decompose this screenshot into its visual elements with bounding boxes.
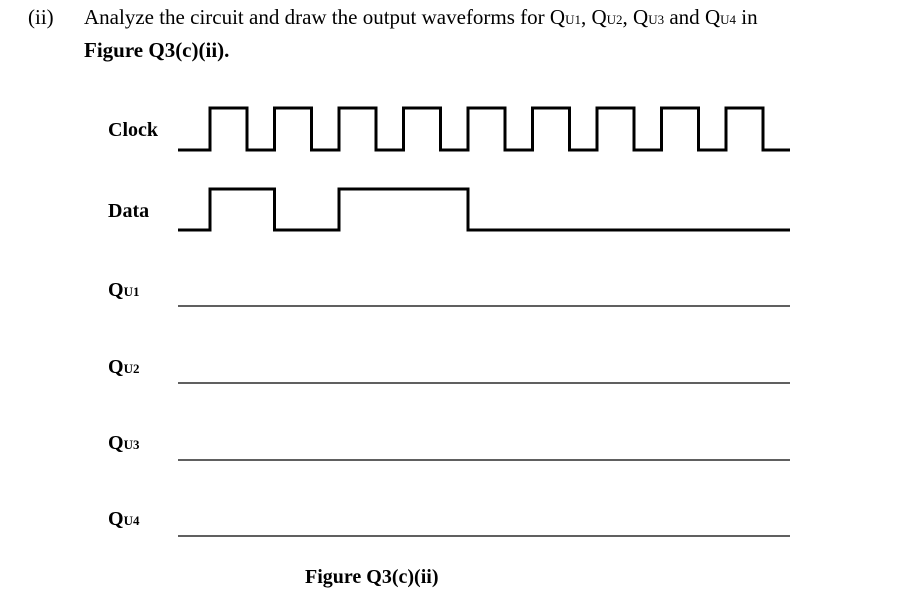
output-1-sub: U1 (565, 12, 581, 27)
qu1-label-sub: U1 (123, 284, 140, 299)
figure-caption: Figure Q3(c)(ii) (305, 566, 439, 588)
output-2-sub: U2 (606, 12, 623, 27)
qu1-label-base: Q (108, 279, 124, 301)
output-3-base: Q (633, 5, 649, 29)
question-number: (ii) (28, 5, 54, 29)
output-4-base: Q (704, 5, 721, 29)
clock-waveform (178, 108, 790, 150)
comma-1: , (580, 5, 592, 29)
output-4-sub: U4 (720, 12, 736, 27)
and-word: and (664, 5, 705, 29)
qu3-label-sub: U3 (123, 437, 140, 452)
output-2-base: Q (591, 5, 607, 29)
figure-reference: Figure Q3(c)(ii). (84, 38, 230, 62)
clock-label: Clock (108, 119, 158, 141)
comma-2: , (622, 5, 634, 29)
qu4-label-base: Q (108, 508, 124, 530)
qu4-label-sub: U4 (123, 513, 140, 528)
question-text-lead: Analyze the circuit and draw the output waveforms for Q (84, 5, 566, 29)
qu3-label-base: Q (108, 432, 124, 454)
in-word: in (736, 5, 758, 29)
output-3-sub: U3 (648, 12, 665, 27)
qu2-label-sub: U2 (123, 361, 140, 376)
data-label: Data (108, 200, 150, 222)
data-waveform (178, 189, 790, 230)
qu2-label-base: Q (108, 356, 124, 378)
